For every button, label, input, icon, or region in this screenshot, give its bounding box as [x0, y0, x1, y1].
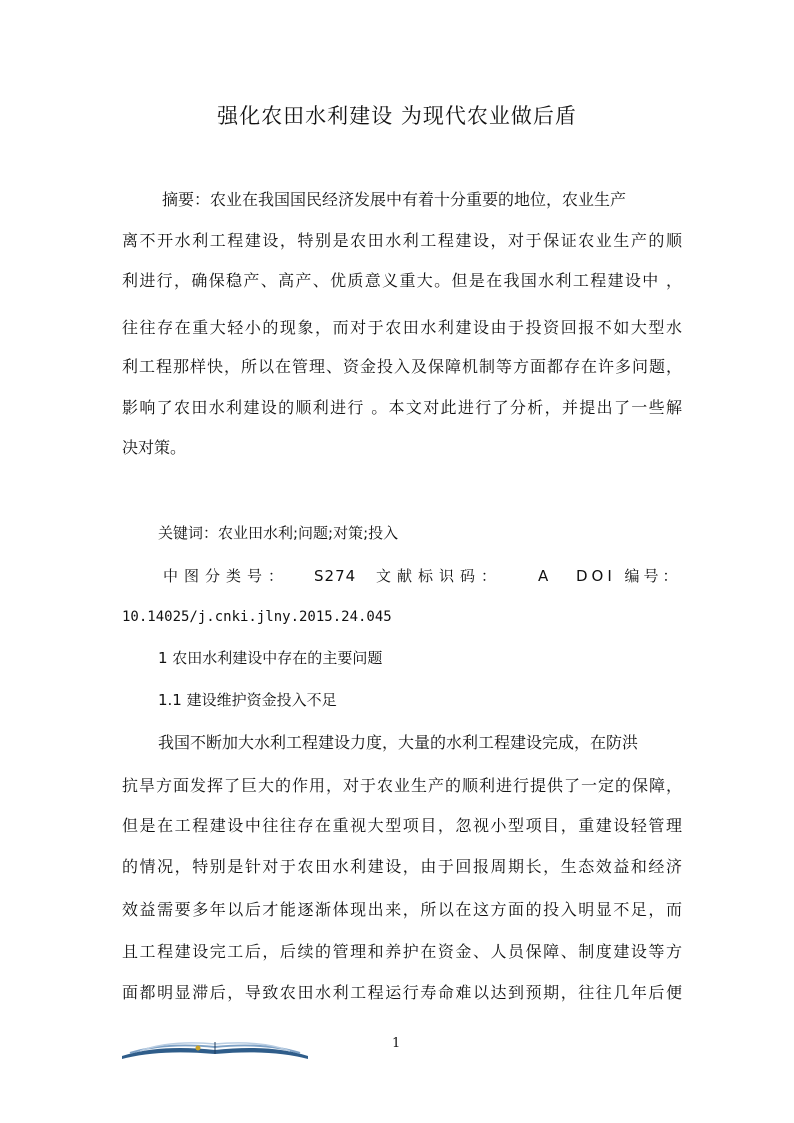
body-line: 的情况，特别是针对于农田水利建设，由于回报周期长，生态效益和经济: [122, 857, 682, 876]
keywords: 关键词：农业田水利;问题;对策;投入: [158, 524, 399, 542]
body-line: 效益需要多年以后才能逐渐体现出来，所以在这方面的投入明显不足，而: [122, 900, 682, 919]
doc-code-label: 文献标识码：: [376, 567, 503, 585]
abstract-line: 离不开水利工程建设，特别是农田水利工程建设，对于保证农业生产的顺: [122, 231, 682, 250]
body-line: 但是在工程建设中往往存在重视大型项目，忽视小型项目，重建设轻管理: [122, 816, 682, 835]
page-number: 1: [392, 1036, 401, 1051]
clc-label: 中图分类号：: [163, 567, 290, 585]
abstract-line: 利进行，确保稳产、高产、优质意义重大。但是在我国水利工程建设中 ，: [122, 271, 682, 290]
open-book-icon: [120, 1036, 310, 1060]
subsection-heading: 1.1 建设维护资金投入不足: [158, 691, 337, 709]
abstract-line: 影响了农田水利建设的顺利进行 。本文对此进行了分析，并提出了一些解: [122, 398, 682, 417]
page-title: 强化农田水利建设 为现代农业做后盾: [217, 104, 577, 128]
section-heading: 1 农田水利建设中存在的主要问题: [158, 649, 383, 667]
doc-code-value: A: [538, 567, 555, 585]
body-line: 抗旱方面发挥了巨大的作用，对于农业生产的顺利进行提供了一定的保障，: [122, 776, 682, 795]
abstract-line: 摘要：农业在我国国民经济发展中有着十分重要的地位，农业生产: [162, 190, 627, 209]
abstract-line: 利工程那样快，所以在管理、资金投入及保障机制等方面都存在许多问题，: [122, 357, 682, 376]
doi-label: DOI 编号：: [576, 567, 682, 585]
body-line: 面都明显滞后，导致农田水利工程运行寿命难以达到预期，往往几年后便: [122, 983, 682, 1002]
abstract-line: 决对策。: [122, 438, 187, 457]
body-line: 我国不断加大水利工程建设力度，大量的水利工程建设完成，在防洪: [158, 733, 639, 752]
body-line: 且工程建设完工后，后续的管理和养护在资金、人员保障、制度建设等方: [122, 942, 682, 961]
clc-value: S274: [314, 567, 357, 585]
doi-value: 10.14025/j.cnki.jlny.2015.24.045: [122, 609, 392, 625]
abstract-line: 往往存在重大轻小的现象，而对于农田水利建设由于投资回报不如大型水: [122, 318, 682, 337]
